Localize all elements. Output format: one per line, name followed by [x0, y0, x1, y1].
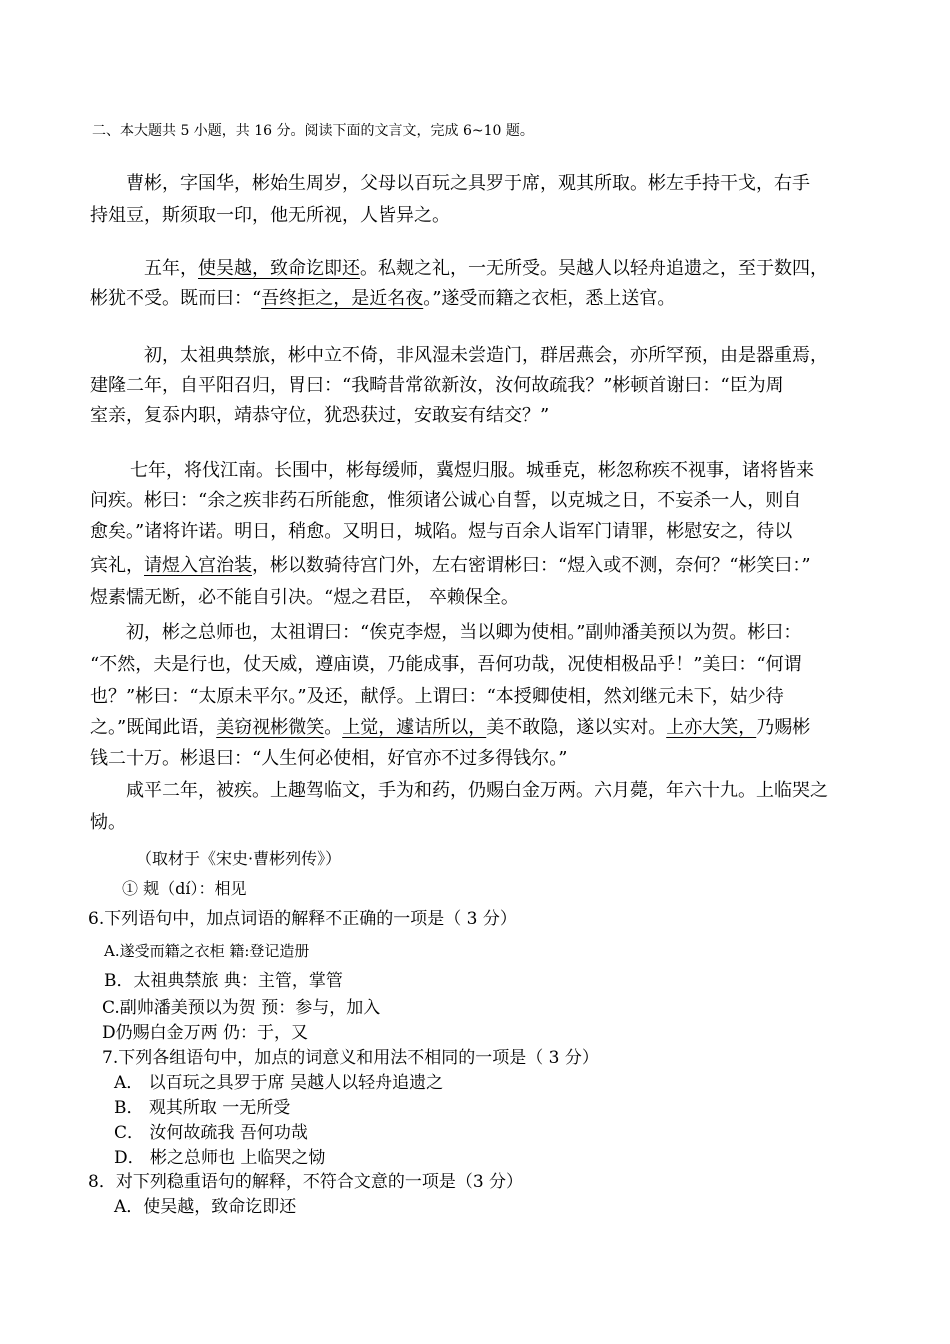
question-6-option-c: C.副帅潘美预以为贺 预：参与，加入 — [102, 998, 381, 1018]
passage-p5-line2: “不然，夫是行也，仗天威，遵庙谟，乃能成事，吾何功哉，况使相极品乎！”美曰：“何谓 — [90, 654, 802, 675]
passage-p5-line5: 钱二十万。彬退曰：“人生何必使相，好官亦不过多得钱尔。” — [90, 748, 568, 769]
question-6-option-a: A.遂受而籍之衣柜 籍:登记造册 — [104, 942, 310, 960]
passage-p2-line2 — [90, 286, 675, 312]
p2-text: 彬犹不受。既而曰：“ — [90, 288, 262, 309]
underlined-phrase: 上觉，遽诘所以， — [342, 717, 487, 738]
underlined-phrase: 美窃视彬微笑 — [216, 717, 325, 738]
passage-p4-line4 — [90, 553, 811, 579]
passage-p5-line3: 也？”彬曰：“太原未平尔。”及还，献俘。上谓曰：“本授卿使相，然刘继元未下，姑少待 — [90, 686, 784, 707]
p4-text: ，彬以数骑待宫门外，左右密谓彬曰：“煜入或不测，奈何？“彬笑曰：” — [252, 555, 811, 576]
underlined-phrase: 请煜入宫治装 — [144, 555, 252, 576]
passage-note: ① 觌（dí）：相见 — [122, 879, 247, 898]
question-7-option-b: B． 观其所取 一无所受 — [114, 1098, 291, 1118]
passage-p4-line3: 愈矣。”诸将许诺。明日，稍愈。又明日，城陷。煜与百余人诣军门请罪，彬慰安之，待以 — [90, 521, 793, 542]
question-8-stem: 8．对下列稳重语句的解释，不符合文意的一项是（3 分） — [88, 1172, 524, 1192]
section-header: 二、本大题共 5 小题，共 16 分。阅读下面的文言文，完成 6~10 题。 — [92, 123, 534, 139]
p5-text: 美不敢隐，遂以实对。 — [486, 717, 667, 738]
passage-p5-line1: 初，彬之总师也，太祖谓曰：“俟克李煜，当以卿为使相。”副帅潘美预以为贺。彬曰： — [126, 622, 802, 643]
question-7-option-c: C． 汝何故疏我 吾何功哉 — [114, 1123, 308, 1143]
passage-p2-line1 — [144, 256, 828, 282]
passage-p6-line2: 恸。 — [90, 812, 126, 833]
question-6-stem: 6.下列语句中，加点词语的解释不正确的一项是（ 3 分） — [88, 909, 517, 929]
passage-p3-line3: 室亲，复忝内职，靖恭守位，犹恐获过，安敢妄有结交？” — [90, 405, 550, 426]
p5-text: 乃赐彬 — [756, 717, 811, 738]
p5-text: 之。”既闻此语， — [90, 717, 217, 738]
passage-p5-line4 — [90, 715, 810, 741]
underlined-phrase: 上亦大笑， — [666, 717, 757, 738]
passage-source: （取材于《宋史·曹彬列传》） — [136, 849, 342, 868]
passage-p6-line1: 咸平二年，被疾。上趣驾临文，手为和药，仍赐白金万两。六月薨，年六十九。上临哭之 — [126, 780, 828, 801]
p2-text: 。”遂受而籍之衣柜，悉上送官。 — [423, 288, 676, 309]
question-7-stem: 7.下列各组语句中，加点的词意义和用法不相同的一项是（ 3 分） — [102, 1048, 599, 1068]
passage-p3-line1: 初，太祖典禁旅，彬中立不倚，非风湿未尝造门，群居燕会，亦所罕预，由是器重焉， — [144, 345, 828, 366]
passage-p4-line5: 煜素懦无断，必不能自引决。“煜之君臣， 卒赖保全。 — [90, 587, 519, 608]
underlined-phrase: 吾终拒之，是近名夜 — [261, 288, 424, 309]
question-7-option-d: D． 彬之总师也 上临哭之恸 — [114, 1148, 326, 1168]
passage-p1-line1: 曹彬，字国华，彬始生周岁，父母以百玩之具罗于席，观其所取。彬左手持干戈，右手 — [126, 173, 810, 194]
p2-text: 。私觌之礼，一无所受。吴越人以轻舟追遗之，至于数四， — [360, 258, 828, 279]
underlined-phrase: 使吴越，致命讫即还 — [198, 258, 360, 279]
passage-p4-line1: 七年，将伐江南。长围中，彬每缓师，冀煜归服。城垂克，彬忽称疾不视事，诸将皆来 — [130, 460, 814, 481]
p5-text: 。 — [324, 717, 343, 738]
question-6-option-b: B．太祖典禁旅 典：主管，掌管 — [104, 971, 343, 991]
question-6-option-d: D仍赐白金万两 仍：于，又 — [102, 1023, 309, 1043]
question-7-option-a: A． 以百玩之具罗于席 吴越人以轻舟追遗之 — [114, 1073, 444, 1093]
p4-text: 宾礼， — [90, 555, 144, 576]
passage-p4-line2: 问疾。彬曰：“余之疾非药石所能愈，惟须诸公诚心自誓，以克城之日，不妄杀一人，则自 — [90, 490, 802, 511]
question-8-option-a: A．使吴越，致命讫即还 — [114, 1197, 297, 1217]
passage-p3-line2: 建隆二年，自平阳召归，胃曰：“我畸昔常欲新汝，汝何故疏我？”彬顿首谢曰：“臣为周 — [90, 375, 784, 396]
passage-p1-line2: 持俎豆，斯须取一印，他无所视，人皆异之。 — [90, 205, 450, 226]
p2-text: 五年， — [144, 258, 198, 279]
